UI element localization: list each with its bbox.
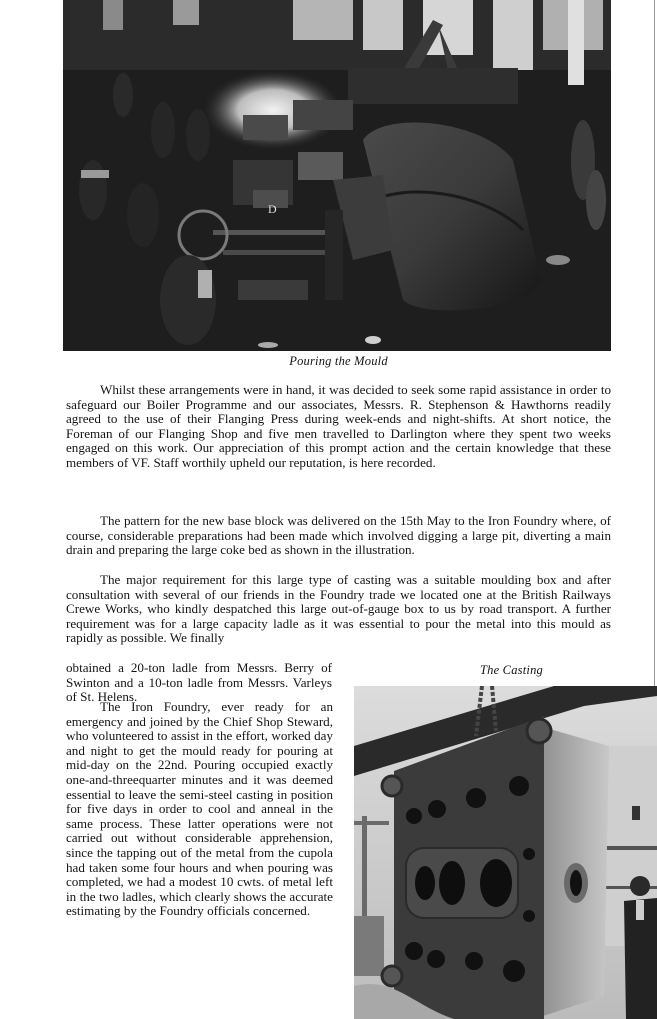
- paragraph-ladles-sources: obtained a 20-ton ladle from Messrs. Berry of Swinton and a 10-ton ladle from Messrs. Varleys of St. Helens.: [66, 660, 332, 705]
- mould-box-marking: D: [268, 202, 277, 216]
- photo-the-casting: [354, 686, 657, 1019]
- paragraph-moulding-box: The major requirement for this large type of casting was a suitable moulding box and after consultation with several of our friends in the Foundry trade we located one at the British Railways Crewe Works, who kindly despatched this large out-of-gauge box to us by road transport. A further requirement was for a large capacity ladle as it was essential to pour the metal into this mould as rapidly as possible. We finally: [66, 572, 611, 646]
- photo-pouring-the-mould: [63, 0, 611, 351]
- foundry-pouring-illustration: [63, 0, 611, 351]
- figure-caption-the-casting: The Casting: [480, 663, 543, 677]
- paragraph-base-block-pattern: The pattern for the new base block was delivered on the 15th May to the Iron Foundry where, of course, considerable preparations had been made which involved digging a large pit, diverting a main drain and preparing the large coke bed as shown in the illustration.: [66, 513, 611, 558]
- paragraph-boiler-programme: Whilst these arrangements were in hand, it was decided to seek some rapid assistance in order to safeguard our Boiler Programme and our associates, Messrs. R. Stephenson & Hawthorns readily agreed to the use of their Flanging Press during week-ends and night-shifts. At short notice, the Foreman of our Flanging Shop and five men travelled to Darlington where they spent two weeks engaged on this work. Our appreciation of this prompt action and the certain knowledge that these members of VF. Staff worthily upheld our reputation, is here recorded.: [66, 382, 611, 470]
- figure-caption-pouring-the-mould: Pouring the Mould: [289, 354, 388, 368]
- paragraph-iron-foundry: The Iron Foundry, ever ready for an emergency and joined by the Chief Shop Steward, who volunteered to assist in the effort, worked day and night to get the mould ready for pouring at mid-day on the 22nd. Pouring occupied exactly one-and-threequarter minutes and it was deemed essential to leave the semi-steel casting in position for five days in order to cool and anneal in the same process. These latter operations were not carried out without considerable apprehension, since the tapping out of the metal from the cupola had taken some four hours and when pouring was completed, we had a modest 10 cwts. of metal left in the two ladles, which clearly shows the accurate estimating by the Foundry officials concerned.: [66, 699, 333, 919]
- casting-block-illustration: [354, 686, 657, 1019]
